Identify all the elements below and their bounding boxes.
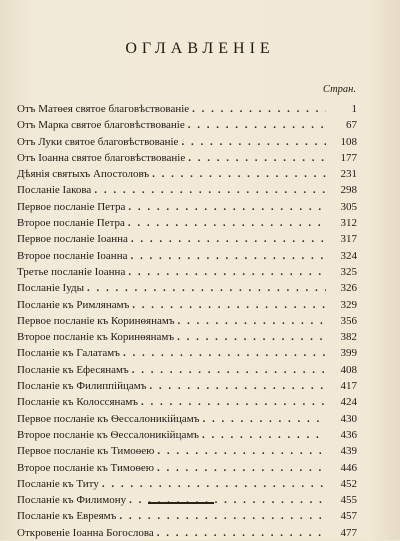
toc-entry-title: Второе посланiе къ Коринѳянамъ	[17, 331, 175, 344]
toc-entry-page: 67	[346, 119, 357, 132]
toc-entry-page: 382	[340, 331, 357, 344]
toc-entry-title: Посланiе къ Филиппiйцамъ	[17, 380, 147, 393]
toc-entry	[17, 150, 357, 166]
dot-leader	[181, 134, 326, 150]
dot-leader	[188, 150, 326, 166]
toc-entry-title: Первое посланiе къ Тимоѳею	[17, 445, 155, 458]
dot-leader	[87, 280, 326, 296]
page-column-label: Стран.	[322, 84, 356, 95]
toc-entry-page: 356	[340, 314, 357, 327]
toc-entry-title: Посланiе къ Ефесянамъ	[17, 363, 129, 376]
dot-leader	[123, 345, 326, 361]
toc-entry-title: Посланiе къ Римлянамъ	[17, 298, 130, 311]
toc-entry-page: 399	[340, 347, 357, 360]
toc-entry	[17, 280, 357, 296]
toc-entry	[17, 117, 357, 133]
dot-leader	[157, 460, 326, 476]
toc-entry-page: 231	[340, 168, 357, 181]
toc-entry	[17, 297, 357, 313]
toc-entry	[17, 378, 357, 394]
toc-entry-title: Посланiе Iакова	[17, 184, 92, 197]
toc-entry	[17, 248, 357, 264]
toc-entry	[17, 525, 357, 541]
toc-entry-title: Первое посланiе Петра	[17, 200, 126, 213]
dot-leader	[178, 313, 326, 329]
toc-entry-page: 455	[340, 494, 357, 507]
toc-entry	[17, 264, 357, 280]
toc-entry-page: 430	[340, 412, 357, 425]
toc-entry-title: Первое посланiе къ Коринѳянамъ	[17, 314, 175, 327]
dot-leader	[149, 378, 326, 394]
toc-entry	[17, 215, 357, 231]
dot-leader	[128, 215, 326, 231]
toc-entry-title: Отъ Марка святое благовѣствованiе	[17, 119, 185, 132]
page-title: ОГЛАВЛЕНIЕ	[125, 40, 275, 57]
toc-entry-title: Третье посланiе Iоанна	[17, 265, 126, 278]
toc-entry-page: 325	[340, 265, 357, 278]
toc-entry-page: 305	[340, 200, 357, 213]
dot-leader	[177, 329, 326, 345]
toc-entry-title: Второе посланiе къ Тимоѳею	[17, 461, 154, 474]
toc-entry	[17, 362, 357, 378]
dot-leader	[132, 297, 326, 313]
dot-leader	[130, 248, 326, 264]
dot-leader	[141, 394, 326, 410]
toc-entry-page: 436	[340, 428, 357, 441]
dot-leader	[129, 492, 326, 508]
toc-entry-page: 326	[340, 282, 357, 295]
toc-entry-page: 417	[340, 380, 357, 393]
toc-entry-page: 312	[340, 217, 357, 230]
toc-entry	[17, 508, 357, 524]
dot-leader	[94, 182, 326, 198]
dot-leader	[132, 362, 326, 378]
toc-entry	[17, 427, 357, 443]
dot-leader	[131, 231, 326, 247]
toc-entry-page: 324	[340, 249, 357, 262]
toc-entry-title: Посланiе къ Евреямъ	[17, 510, 117, 523]
toc-entry-title: Второе посланiе къ Ѳессалоникiйцамъ	[17, 428, 199, 441]
toc-entry-title: Первое посланiе къ Ѳессалоникiйцамъ	[17, 412, 200, 425]
toc-entry-title: Посланiе къ Галатамъ	[17, 347, 120, 360]
closing-rule	[148, 502, 214, 504]
dot-leader	[192, 101, 326, 117]
toc-entry-page: 317	[340, 233, 357, 246]
toc-entry-page: 452	[340, 477, 357, 490]
toc-entry	[17, 443, 357, 459]
dot-leader	[128, 199, 326, 215]
toc-entry-title: Второе посланiе Iоанна	[17, 249, 128, 262]
toc-entry-page: 408	[340, 363, 357, 376]
toc-entry-page: 177	[340, 151, 357, 164]
dot-leader	[102, 476, 326, 492]
toc-entry-page: 439	[340, 445, 357, 458]
toc-entry-title: Первое посланiе Iоанна	[17, 233, 128, 246]
table-of-contents	[17, 101, 357, 541]
toc-entry-title: Дѣянiя святыхъ Апостоловъ	[17, 168, 150, 181]
toc-entry	[17, 394, 357, 410]
toc-entry-page: 298	[340, 184, 357, 197]
toc-entry	[17, 166, 357, 182]
toc-entry	[17, 345, 357, 361]
toc-entry	[17, 101, 357, 117]
toc-entry-page: 1	[351, 103, 357, 115]
toc-entry-title: Откровенiе Iоанна Богослова	[17, 526, 154, 539]
toc-entry-title: Второе посланiе Петра	[17, 217, 125, 230]
toc-entry-title: Посланiе къ Филимону	[17, 494, 127, 507]
toc-entry-title: Отъ Луки святое благовѣствованiе	[17, 135, 179, 148]
toc-entry-title: Посланiе къ Колоссянамъ	[17, 396, 138, 409]
toc-entry	[17, 313, 357, 329]
toc-entry	[17, 182, 357, 198]
dot-leader	[152, 166, 326, 182]
toc-entry	[17, 492, 357, 508]
dot-leader	[188, 117, 326, 133]
toc-entry	[17, 460, 357, 476]
toc-entry-title: Отъ Матѳея святое благовѣствованiе	[17, 103, 190, 115]
toc-entry	[17, 329, 357, 345]
toc-entry	[17, 476, 357, 492]
toc-entry-page: 446	[340, 461, 357, 474]
dot-leader	[202, 427, 326, 443]
toc-entry-page: 108	[340, 135, 357, 148]
toc-entry	[17, 411, 357, 427]
dot-leader	[157, 443, 326, 459]
dot-leader	[202, 411, 326, 427]
toc-entry-title: Посланiе Iуды	[17, 282, 85, 295]
dot-leader	[157, 525, 326, 541]
dot-leader	[119, 508, 326, 524]
toc-entry-title: Посланiе къ Титу	[17, 477, 99, 490]
toc-entry	[17, 134, 357, 150]
toc-entry-page: 477	[340, 526, 357, 539]
toc-entry-page: 329	[340, 298, 357, 311]
toc-entry-page: 424	[340, 396, 357, 409]
toc-entry-page: 457	[340, 510, 357, 523]
toc-entry-title: Отъ Iоанна святое благовѣствованiе	[17, 151, 186, 164]
toc-entry	[17, 199, 357, 215]
toc-entry	[17, 231, 357, 247]
dot-leader	[128, 264, 326, 280]
